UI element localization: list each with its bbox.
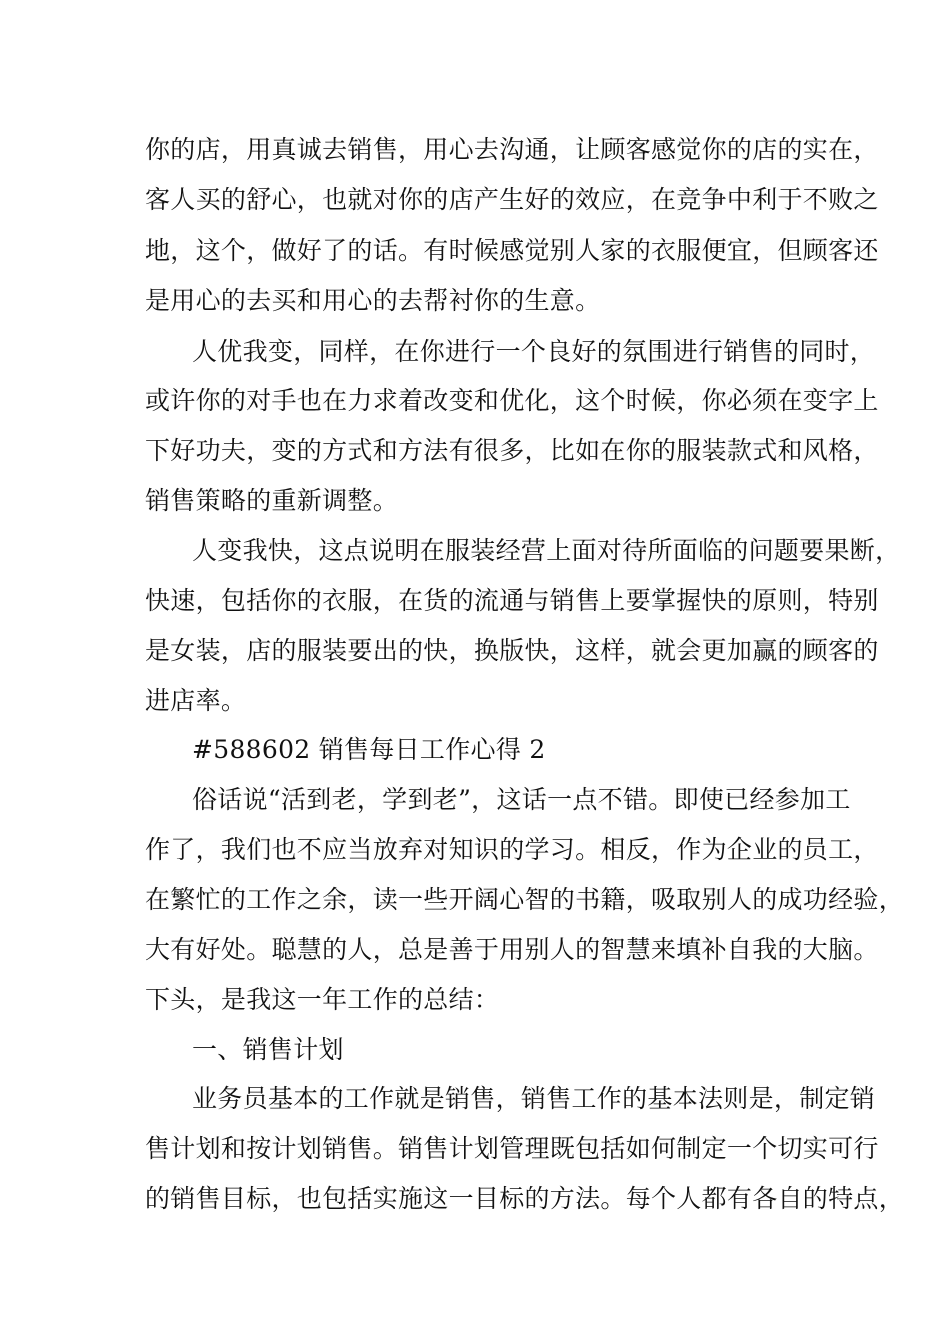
text-line: 地，这个，做好了的话。有时候感觉别人家的衣服便宜，但顾客还 bbox=[145, 236, 879, 265]
text-line: 快速，包括你的衣服，在货的流通与销售上要掌握快的原则，特别 bbox=[145, 586, 879, 615]
text-line: 售计划和按计划销售。销售计划管理既包括如何制定一个切实可行 bbox=[145, 1134, 879, 1163]
text-line: 下好功夫，变的方式和方法有很多，比如在你的服装款式和风格， bbox=[145, 436, 879, 465]
text-line: 或许你的对手也在力求着改变和优化，这个时候，你必须在变字上 bbox=[145, 386, 879, 415]
text-line: 的销售目标，也包括实施这一目标的方法。每个人都有各自的特点， bbox=[145, 1184, 905, 1213]
text-line: 下头，是我这一年工作的总结： bbox=[145, 985, 500, 1014]
text-line: 客人买的舒心，也就对你的店产生好的效应，在竞争中利于不败之 bbox=[145, 185, 879, 214]
subsection-heading: 一、销售计划 bbox=[192, 1035, 344, 1064]
paragraph-first-line: 业务员基本的工作就是销售，销售工作的基本法则是，制定销 bbox=[192, 1084, 876, 1113]
text-line: 作了，我们也不应当放弃对知识的学习。相反，作为企业的员工， bbox=[145, 835, 879, 864]
paragraph-first-line: 人变我快，这点说明在服装经营上面对待所面临的问题要果断， bbox=[192, 536, 901, 565]
text-line: 销售策略的重新调整。 bbox=[145, 486, 399, 515]
text-line: 你的店，用真诚去销售，用心去沟通，让顾客感觉你的店的实在， bbox=[145, 135, 879, 164]
section-heading: #588602 销售每日工作心得 2 bbox=[192, 735, 546, 764]
text-line: 在繁忙的工作之余，读一些开阔心智的书籍，吸取别人的成功经验， bbox=[145, 885, 905, 914]
text-line: 是用心的去买和用心的去帮衬你的生意。 bbox=[145, 286, 601, 315]
text-line: 是女装，店的服装要出的快，换版快，这样，就会更加赢的顾客的 bbox=[145, 636, 879, 665]
paragraph-first-line: 人优我变，同样，在你进行一个良好的氛围进行销售的同时， bbox=[192, 337, 876, 366]
text-line: 大有好处。聪慧的人，总是善于用别人的智慧来填补自我的大脑。 bbox=[145, 935, 879, 964]
paragraph-first-line: 俗话说“活到老，学到老”，这话一点不错。即使已经参加工 bbox=[192, 785, 851, 814]
text-line: 进店率。 bbox=[145, 686, 247, 715]
